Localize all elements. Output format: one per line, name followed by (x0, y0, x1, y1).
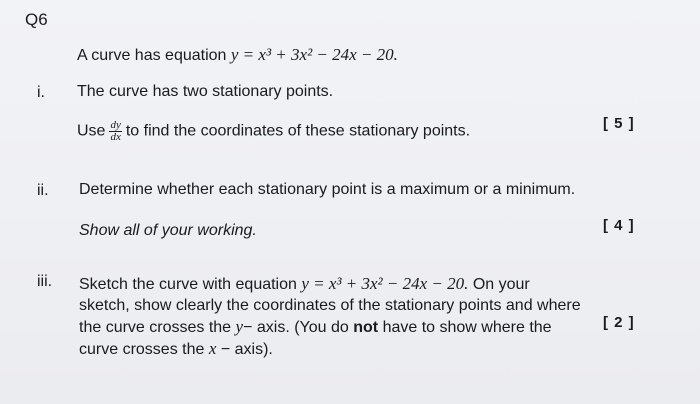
part-iii-line3 (79, 316, 599, 338)
part-i-line2 (77, 120, 470, 143)
part-i-marks: [ 5 ] (603, 115, 635, 132)
part-ii-line1: Determine whether each stationary point is a maximum or a minimum. (79, 181, 576, 198)
part-i-line2-rest: to find the coordinates of these stationary points. (125, 122, 471, 140)
intro-prefix: A curve has equation (77, 47, 227, 64)
use-word: Use (77, 122, 106, 140)
part-iii-l3c: have to show where the (382, 319, 552, 336)
part-iii-l4a: curve crosses the (79, 341, 205, 358)
part-i-line1: The curve has two stationary points. (77, 83, 334, 100)
part-iii-l4b: − axis). (220, 341, 273, 358)
part-iii-text (79, 273, 599, 360)
frac-denominator: dx (110, 131, 121, 143)
part-iii-line4 (79, 338, 599, 360)
part-i-roman: i. (37, 84, 45, 101)
part-iii-l3b: − axis. (You do (243, 319, 349, 336)
part-iii-line2: sketch, show clearly the coordinates of the stationary points and where (79, 297, 581, 314)
part-ii-line2: Show all of your working. (79, 222, 257, 239)
intro-equation: y = x³ + 3x² − 24x − 20. (230, 45, 398, 64)
part-iii-l1b: On your (472, 276, 530, 293)
part-iii-l3a: the curve crosses the (79, 319, 232, 336)
intro-line (77, 45, 398, 65)
part-iii-equation: y = x³ + 3x² − 24x − 20. (301, 274, 469, 293)
part-ii-marks: [ 4 ] (603, 217, 635, 234)
part-iii-line1 (79, 273, 599, 295)
part-iii-l3-not: not (353, 319, 379, 336)
part-ii-roman: ii. (37, 182, 49, 199)
part-iii-l1a: Sketch the curve with equation (79, 276, 297, 293)
frac-numerator: dy (110, 119, 121, 131)
part-iii-marks: [ 2 ] (603, 314, 635, 331)
part-iii-roman: iii. (37, 273, 53, 290)
question-number: Q6 (25, 10, 48, 29)
part-iii-l4-var: x (208, 339, 217, 358)
dy-dx-fraction (109, 120, 121, 143)
part-iii-l3-var: y (235, 317, 244, 336)
